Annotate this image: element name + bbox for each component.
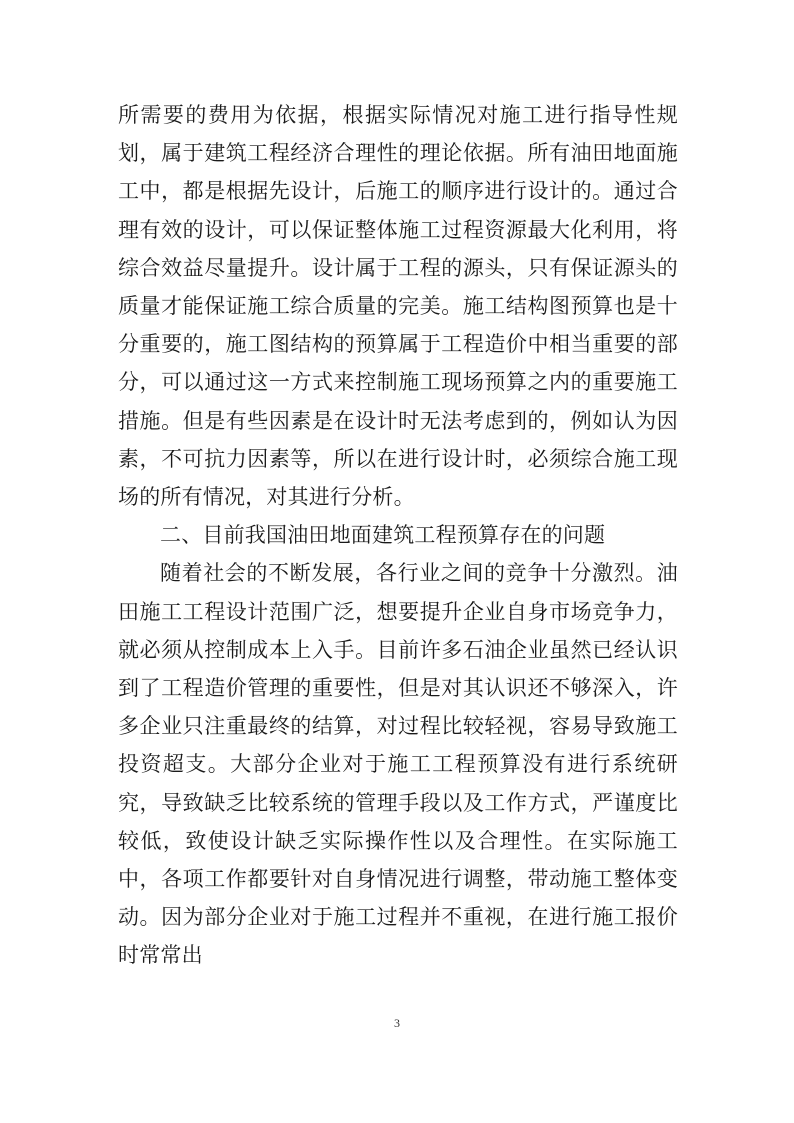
body-text [118,96,678,975]
paragraph-continuation: 所需要的费用为依据，根据实际情况对施工进行指导性规划，属于建筑工程经济合理性的理论依据。所有油田地面施工中，都是根据先设计，后施工的顺序进行设计的。通过合理有效的设计，可以保证整体施工过程资源最大化利用，将综合效益尽量提升。设计属于工程的源头，只有保证源头的质量才能保证施工综合质量的完美。施工结构图预算也是十分重要的，施工图结构的预算属于工程造价中相当重要的部分，可以通过这一方式来控制施工现场预算之内的重要施工措施。但是有些因素是在设计时无法考虑到的，例如认为因素，不可抗力因素等，所以在进行设计时，必须综合施工现场的所有情况，对其进行分析。 [118,103,678,510]
page-number: 3 [394,1016,400,1030]
section-heading: 二、目前我国油田地面建筑工程预算存在的问题 [160,523,606,548]
paragraph-body: 随着社会的不断发展，各行业之间的竞争十分激烈。油田施工工程设计范围广泛，想要提升企业自身市场竞争力，就必须从控制成本上入手。目前许多石油企业虽然已经认识到了工程造价管理的重要性，但是对其认识还不够深入，许多企业只注重最终的结算，对过程比较轻视，容易导致施工投资超支。大部分企业对于施工工程预算没有进行系统研究，导致缺乏比较系统的管理手段以及工作方式，严谨度比较低，致使设计缺乏实际操作性以及合理性。在实际施工中，各项工作都要针对自身情况进行调整，带动施工整体变动。因为部分企业对于施工过程并不重视，在进行施工报价时常常出 [118,561,678,968]
